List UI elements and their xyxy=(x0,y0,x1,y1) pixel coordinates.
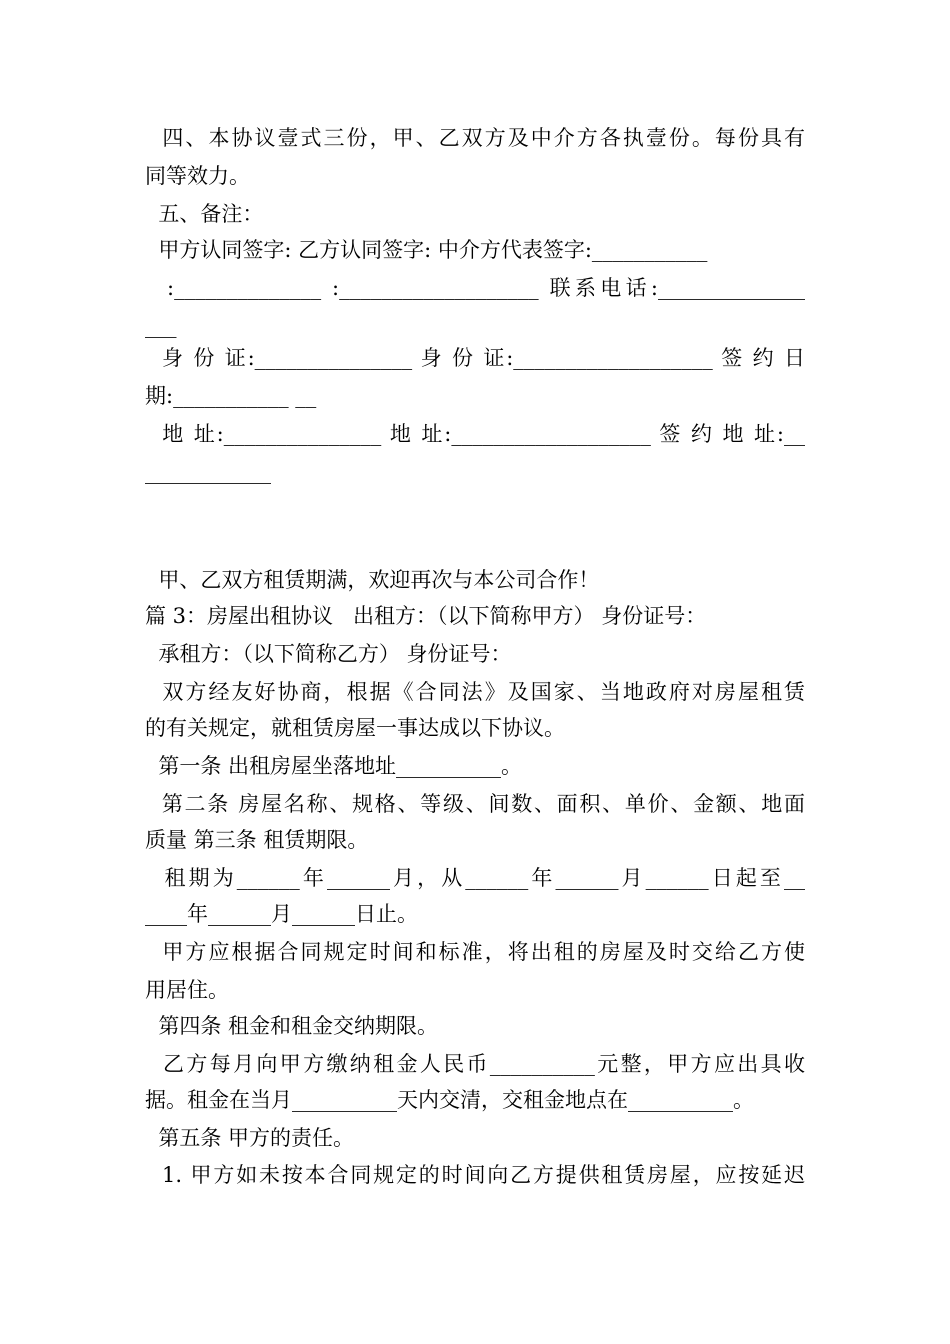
text-line: 第五条 甲方的责任。 xyxy=(145,1126,355,1150)
text-line: 身 份 证:_______________ 身 份 证:___________________ 签 约 日 xyxy=(145,346,805,370)
text-line: 甲方应根据合同规定时间和标准，将出租的房屋及时交给乙方使 xyxy=(145,940,805,964)
text-line: 五、备注： xyxy=(145,202,264,226)
text-line: ____________ xyxy=(145,460,271,484)
text-line: 1. 甲方如未按本合同规定的时间向乙方提供租赁房屋，应按延迟 xyxy=(145,1163,805,1187)
text-line: 用居住。 xyxy=(145,978,229,1002)
text-line: 质量 第三条 租赁期限。 xyxy=(145,828,369,852)
text-line: 同等效力。 xyxy=(145,164,250,188)
text-line: 甲、乙双方租赁期满，欢迎再次与本公司合作！ xyxy=(145,568,600,592)
section-heading: 篇 3：房屋出租协议 出租方：（以下简称甲方） 身份证号： xyxy=(145,604,707,628)
text-line: 承租方：（以下简称乙方） 身份证号： xyxy=(145,642,512,666)
text-line: 租期为______年______月，从______年______月______日起至__ xyxy=(145,866,805,890)
text-line: 期:___________ __ xyxy=(145,384,317,408)
text-line: 甲方认同签字: 乙方认同签字: 中介方代表签字:___________ xyxy=(145,238,708,262)
text-line: 第一条 出租房屋坐落地址__________。 xyxy=(145,754,523,778)
text-line: ____年______月______日止。 xyxy=(145,902,418,926)
text-line: 的有关规定，就租赁房屋一事达成以下协议。 xyxy=(145,716,565,740)
text-line: 乙方每月向甲方缴纳租金人民币__________元整，甲方应出具收 xyxy=(145,1052,805,1076)
text-line: :______________ :___________________ 联系电话:______________ xyxy=(145,276,805,300)
text-line: 地 址:_______________ 地 址:___________________ 签 约 地 址:__ xyxy=(145,422,805,446)
text-line: ___ xyxy=(145,314,177,338)
text-line: 四、本协议壹式三份，甲、乙双方及中介方各执壹份。每份具有 xyxy=(145,126,805,150)
text-line: 据。租金在当月__________天内交清，交租金地点在__________。 xyxy=(145,1088,754,1112)
text-line: 第四条 租金和租金交纳期限。 xyxy=(145,1014,439,1038)
text-line: 双方经友好协商，根据《合同法》及国家、当地政府对房屋租赁 xyxy=(145,680,805,704)
text-line: 第二条 房屋名称、规格、等级、间数、面积、单价、金额、地面 xyxy=(145,792,805,816)
